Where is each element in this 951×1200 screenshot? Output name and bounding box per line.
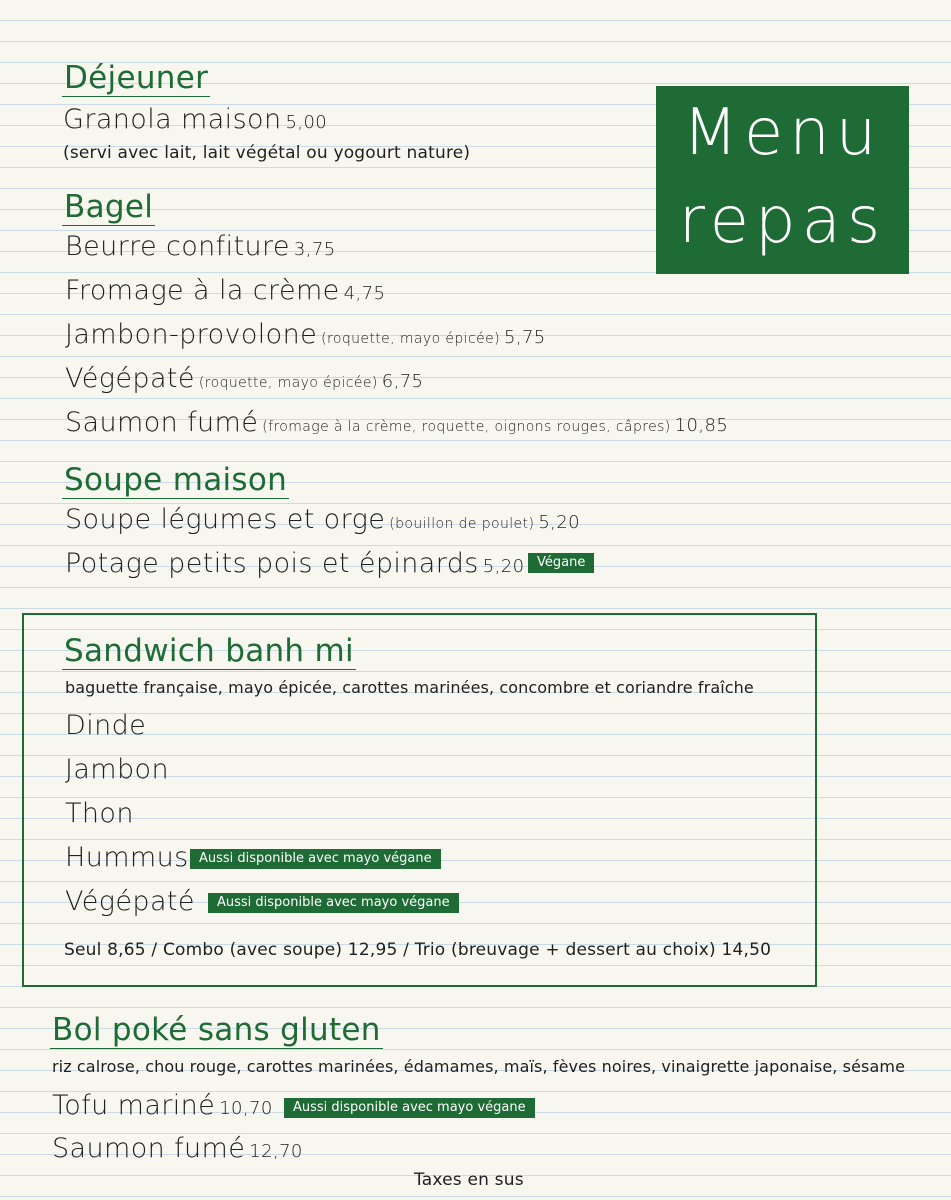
vegan-badge: Végane (528, 553, 594, 573)
menu-item-hummus: Hummus (65, 842, 189, 873)
item-price: 4,75 (343, 283, 386, 304)
section-heading-dejeuner: Déjeuner (64, 60, 209, 96)
item-note: (bouillon de poulet) (389, 516, 535, 532)
granola-note: (servi avec lait, lait végétal ou yogourt nature) (63, 143, 471, 163)
item-name: Tofu mariné (52, 1090, 216, 1121)
item-name: Saumon fumé (65, 407, 259, 438)
banh-mi-description: baguette française, mayo épicée, carottes marinées, concombre et coriandre fraîche (65, 678, 754, 697)
menu-item-jambon-provolone (65, 319, 546, 355)
item-price: 5,75 (503, 327, 546, 348)
item-note: (fromage à la crème, roquette, oignons rouges, câpres) (262, 419, 671, 435)
item-note: (roquette, mayo épicée) (198, 375, 378, 391)
vegan-mayo-badge: Aussi disponible avec mayo végane (284, 1098, 535, 1118)
banh-mi-prices: Seul 8,65 / Combo (avec soupe) 12,95 / Trio (breuvage + dessert au choix) 14,50 (64, 940, 772, 960)
item-note: (roquette, mayo épicée) (321, 331, 500, 347)
menu-item-tofu-marine (52, 1090, 273, 1125)
item-name: Soupe légumes et orge (65, 504, 386, 535)
item-name: Granola maison (63, 104, 282, 135)
section-heading-banh-mi: Sandwich banh mi (64, 633, 354, 669)
menu-item-potage-pois-epinards (65, 548, 524, 583)
menu-item-jambon: Jambon (65, 754, 169, 785)
item-price: 5,20 (538, 512, 580, 533)
item-price: 5,00 (285, 112, 328, 133)
menu-item-dinde: Dinde (65, 710, 147, 741)
menu-item-soupe-legumes-orge (65, 504, 580, 540)
taxes-note: Taxes en sus (414, 1170, 524, 1190)
menu-item-fromage-creme (65, 275, 385, 310)
item-price: 6,75 (381, 371, 424, 392)
menu-item-vegepate (65, 363, 423, 399)
item-name: Beurre confiture (65, 231, 290, 262)
section-heading-soupe: Soupe maison (64, 462, 288, 498)
item-price: 5,20 (482, 556, 525, 577)
menu-item-granola (63, 104, 327, 139)
item-name: Jambon-provolone (65, 319, 318, 350)
item-price: 12,70 (249, 1141, 303, 1162)
item-price: 10,70 (219, 1098, 273, 1119)
item-name: Végépaté (65, 363, 195, 394)
poke-description: riz calrose, chou rouge, carottes marinées, édamames, maïs, fèves noires, vinaigrette japonaise, sésame (52, 1057, 906, 1076)
section-heading-bagel: Bagel (64, 189, 154, 225)
vegan-mayo-badge: Aussi disponible avec mayo végane (208, 893, 459, 913)
menu-item-saumon-fume (65, 407, 728, 443)
menu-title-line1: Menu (682, 96, 883, 170)
section-heading-poke: Bol poké sans gluten (52, 1012, 381, 1048)
item-name: Fromage à la crème (65, 275, 340, 306)
menu-title-line2: repas (678, 184, 887, 258)
item-name: Saumon fumé (52, 1133, 246, 1164)
menu-item-thon: Thon (65, 798, 134, 829)
item-price: 3,75 (293, 239, 336, 260)
item-name: Potage petits pois et épinards (65, 548, 479, 579)
menu-item-vegepate-banh-mi: Végépaté (65, 886, 195, 917)
menu-title-box (656, 86, 909, 274)
menu-item-beurre-confiture (65, 231, 336, 266)
vegan-mayo-badge: Aussi disponible avec mayo végane (190, 849, 441, 869)
item-price: 10,85 (674, 415, 729, 436)
menu-item-saumon-fume-poke (52, 1133, 303, 1168)
